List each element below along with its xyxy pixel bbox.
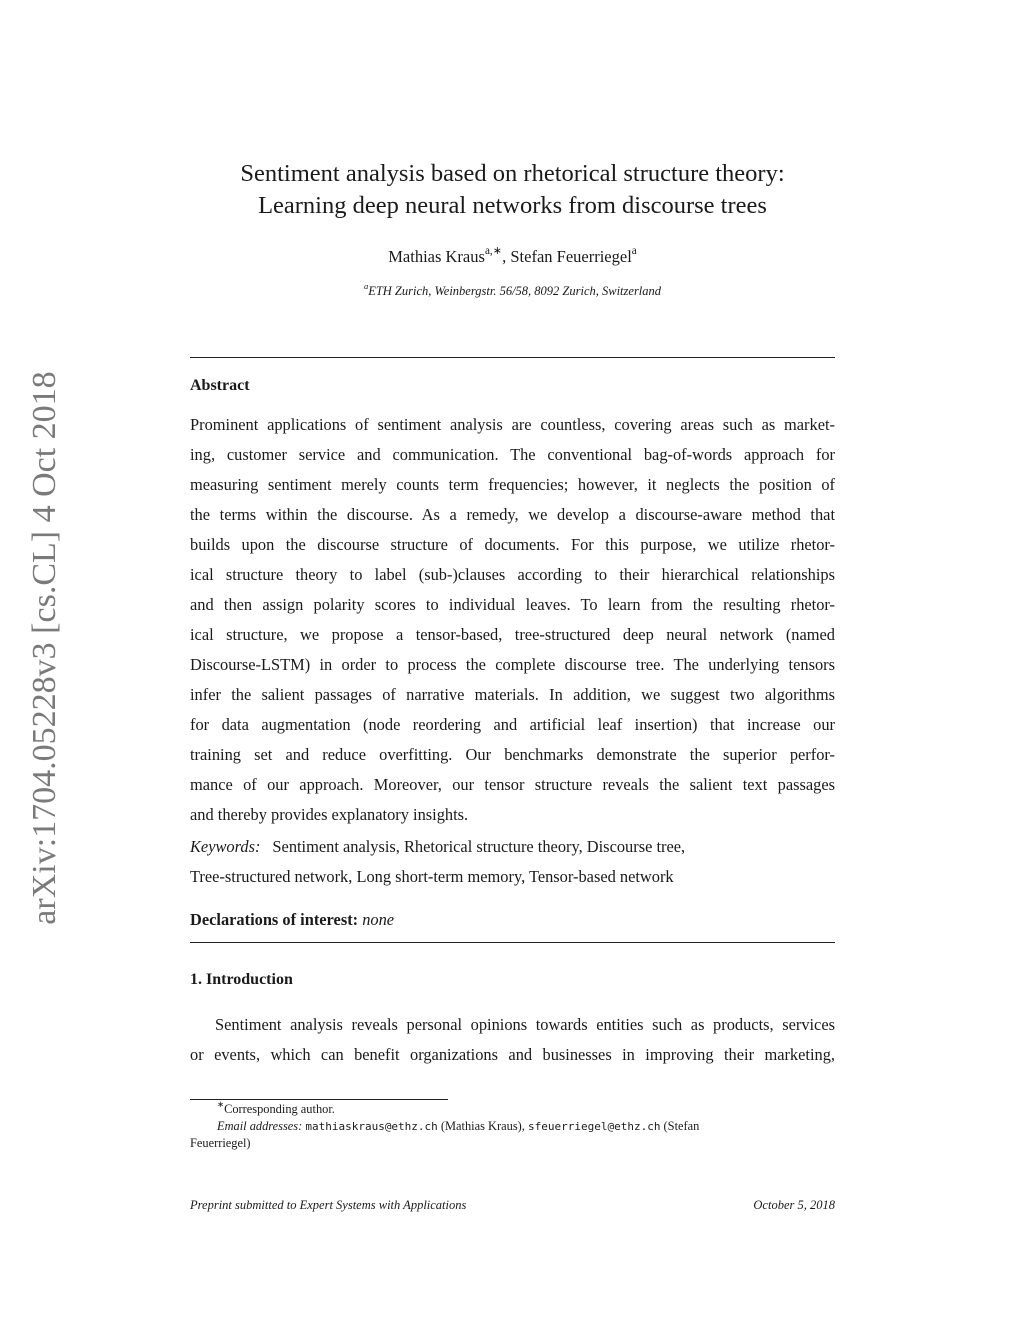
title-line-1: Sentiment analysis based on rhetorical structure theory: — [240, 160, 785, 187]
abstract-line: builds upon the discourse structure of documents. For this purpose, we utilize rhetor- — [190, 535, 835, 554]
abstract-line: training set and reduce overfitting. Our benchmarks demonstrate the superior perfor- — [190, 745, 835, 764]
author-list — [190, 246, 835, 268]
footnote-email-label: Email addresses: — [217, 1119, 303, 1133]
keywords-label: Keywords: — [190, 837, 261, 856]
introduction-line: Sentiment analysis reveals personal opinions towards entities such as products, services — [215, 1015, 835, 1034]
keywords — [190, 832, 835, 892]
author-marks: a — [631, 245, 637, 258]
abstract-line: the terms within the discourse. As a remedy, we develop a discourse-aware method that — [190, 505, 835, 524]
declarations-value: none — [362, 910, 395, 929]
abstract-line: measuring sentiment merely counts term frequencies; however, it neglects the position of — [190, 475, 835, 494]
abstract-top-rule — [190, 357, 835, 358]
footer-date: October 5, 2018 — [753, 1198, 835, 1212]
footnote-email-name: (Stefan — [663, 1119, 700, 1133]
abstract-line: Discourse-LSTM) in order to process the complete discourse tree. The underlying tensors — [190, 655, 835, 674]
abstract-line: and then assign polarity scores to individual leaves. To learn from the resulting rhetor- — [190, 595, 835, 614]
abstract-line: infer the salient passages of narrative materials. In addition, we suggest two algorithms — [190, 685, 835, 704]
introduction-body — [190, 1010, 835, 1070]
affiliation-mark: a — [363, 281, 369, 291]
abstract-line: mance of our approach. Moreover, our tensor structure reveals the salient text passages — [190, 775, 835, 794]
footnote-email-name: (Mathias Kraus), — [440, 1119, 525, 1133]
introduction-line: or events, which can benefit organizations and businesses in improving their marketing, — [190, 1045, 835, 1064]
abstract-line: ical structure, we propose a tensor-based, tree-structured deep neural network (named — [190, 625, 835, 644]
abstract-heading: Abstract — [190, 377, 250, 394]
abstract-line: ical structure theory to label (sub-)clauses according to their hierarchical relationships — [190, 565, 835, 584]
email-link-kraus[interactable]: mathiaskraus@ethz.ch — [305, 1120, 438, 1133]
section-heading-introduction: 1. Introduction — [190, 971, 293, 988]
footnote-rule — [190, 1099, 448, 1100]
email-link-feuerriegel[interactable]: sfeuerriegel@ethz.ch — [527, 1120, 661, 1133]
paper-title — [190, 158, 835, 222]
author-name: Stefan Feuerriegel — [510, 247, 632, 266]
affiliation — [190, 282, 835, 300]
abstract-body — [190, 410, 835, 830]
abstract-line: Prominent applications of sentiment analysis are countless, covering areas such as market- — [190, 415, 835, 434]
keywords-line-1: Sentiment analysis, Rhetorical structure theory, Discourse tree, — [272, 837, 686, 856]
abstract-bottom-rule — [190, 942, 835, 943]
footnote-email-name-cont: Feuerriegel) — [190, 1136, 251, 1150]
preprint-note: Preprint submitted to Expert Systems with Applications — [190, 1198, 467, 1212]
affiliation-text: ETH Zurich, Weinbergstr. 56/58, 8092 Zurich, Switzerland — [368, 284, 662, 298]
footnote-mark: ∗ — [217, 1099, 225, 1110]
title-line-2: Learning deep neural networks from discourse trees — [258, 192, 767, 219]
arxiv-stamp: arXiv:1704.05228v3 [cs.CL] 4 Oct 2018 — [26, 371, 63, 925]
declarations — [190, 908, 394, 932]
abstract-line: and thereby provides explanatory insights. — [190, 805, 469, 824]
footnote — [190, 1101, 835, 1152]
footnote-corresponding: Corresponding author. — [224, 1102, 335, 1116]
declarations-label: Declarations of interest: — [190, 910, 359, 929]
abstract-line: for data augmentation (node reordering and artificial leaf insertion) that increase our — [190, 715, 835, 734]
author-name: Mathias Kraus — [388, 247, 485, 266]
author-separator: , — [502, 247, 511, 266]
abstract-line: ing, customer service and communication. The conventional bag-of-words approach for — [190, 445, 835, 464]
author-marks: a,∗ — [484, 245, 503, 258]
keywords-line-2: Tree-structured network, Long short-term memory, Tensor-based network — [190, 867, 674, 886]
